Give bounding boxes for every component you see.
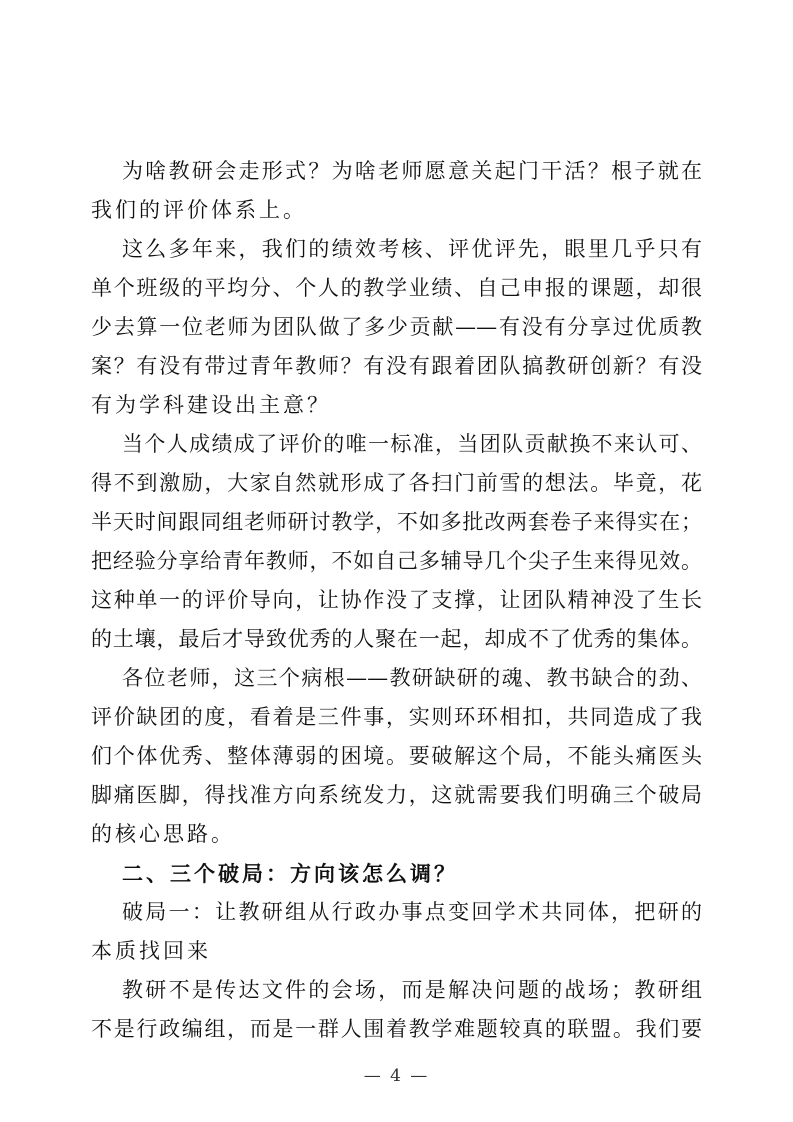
text-line: 不是行政编组，而是一群人围着教学难题较真的联盟。我们要: [91, 1017, 702, 1041]
paragraph: [91, 425, 702, 659]
text-line: 单个班级的平均分、个人的教学业绩、自己申报的课题，却很: [91, 276, 702, 300]
text-line: 这么多年来，我们的绩效考核、评优评先，眼里几乎只有: [122, 237, 702, 261]
body-text: [91, 152, 702, 1049]
text-line: 的核心思路。: [91, 822, 235, 846]
text-line: 各位老师，这三个病根——教研缺研的魂、教书缺合的劲、: [122, 666, 702, 690]
text-line: 半天时间跟同组老师研讨教学，不如多批改两套卷子来得实在；: [91, 510, 702, 534]
text-line: 少去算一位老师为团队做了多少贡献——有没有分享过优质教: [91, 315, 702, 339]
text-line: 这种单一的评价导向，让协作没了支撑，让团队精神没了生长: [91, 588, 702, 612]
page-number: — 4 —: [363, 1066, 430, 1086]
paragraph: [91, 230, 702, 425]
text-line: 案？有没有带过青年教师？有没有跟着团队搞教研创新？有没: [91, 354, 702, 378]
text-line: 得不到激励，大家自然就形成了各扫门前雪的想法。毕竟，花: [91, 471, 702, 495]
text-line: 们个体优秀、整体薄弱的困境。要破解这个局，不能头痛医头: [91, 744, 702, 768]
text-line: 当个人成绩成了评价的唯一标准，当团队贡献换不来认可、: [122, 432, 702, 456]
text-line: 有为学科建设出主意？: [91, 393, 331, 417]
text-line: 脚痛医脚，得找准方向系统发力，这就需要我们明确三个破局: [91, 783, 702, 807]
paragraph: [91, 659, 702, 854]
text-line: 本质找回来: [91, 939, 211, 963]
subheading-paragraph: [91, 893, 702, 971]
text-line: 评价缺团的度，看着是三件事，实则环环相扣，共同造成了我: [91, 705, 702, 729]
text-line: 为啥教研会走形式？为啥老师愿意关起门干活？根子就在: [122, 159, 702, 183]
text-line: 把经验分享给青年教师，不如自己多辅导几个尖子生来得见效。: [91, 549, 702, 573]
paragraph: [91, 971, 702, 1049]
section-heading: [91, 854, 702, 893]
text-line: 的土壤，最后才导致优秀的人聚在一起，却成不了优秀的集体。: [91, 627, 702, 651]
paragraph: [91, 152, 702, 230]
text-line: 我们的评价体系上。: [91, 198, 307, 222]
heading-text: 二、三个破局：方向该怎么调？: [122, 861, 458, 886]
text-line: 教研不是传达文件的会场，而是解决问题的战场；教研组: [122, 978, 702, 1002]
text-line: 破局一：让教研组从行政办事点变回学术共同体，把研的: [122, 900, 702, 924]
